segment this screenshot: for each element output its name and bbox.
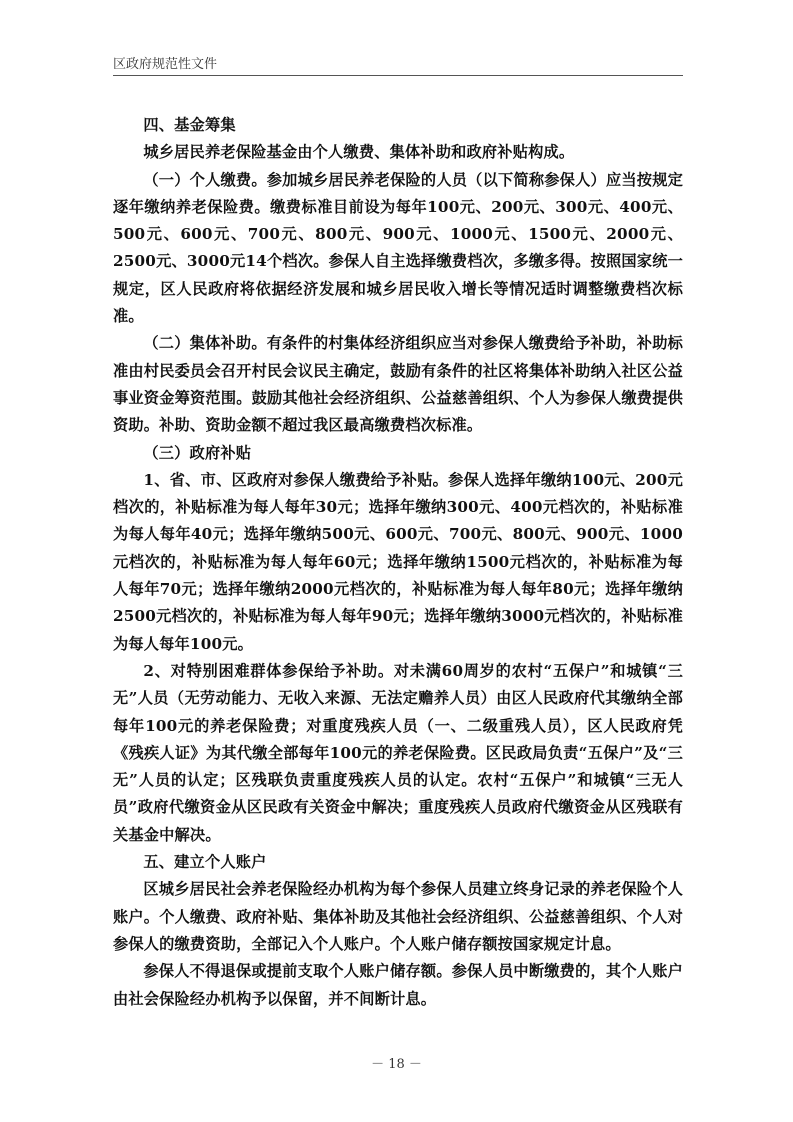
page-number: － 18 －	[371, 1057, 422, 1072]
paragraph: （一）个人缴费。参加城乡居民养老保险的人员（以下简称参保人）应当按规定逐年缴纳养老保险费。缴费标准目前设为每年100元、200元、300元、400元、500元、600元、700元、800元、900元、1000元、1500元、2000元、2500元、3000元14个档次。参保人自主选择缴费档次，多缴多得。按照国家统一规定，区人民政府将依据经济发展和城乡居民收入增长等情况适时调整缴费档次标准。	[113, 170, 683, 326]
paragraph: 城乡居民养老保险基金由个人缴费、集体补助和政府补贴构成。	[143, 143, 575, 162]
header-divider	[113, 75, 683, 76]
paragraph: （二）集体补助。有条件的村集体经济组织应当对参保人缴费给予补助，补助标准由村民委员会召开村民会议民主确定，鼓励有条件的社区将集体补助纳入社区公益事业资金筹资范围。鼓励其他社会经济组织、公益慈善组织、个人为参保人缴费提供资助。补助、资助金额不超过我区最高缴费档次标准。	[113, 334, 683, 435]
paragraph: （三）政府补贴	[143, 443, 252, 462]
paragraph: 参保人不得退保或提前支取个人账户储存额。参保人员中断缴费的，其个人账户由社会保险经办机构予以保留，并不间断计息。	[113, 962, 683, 1008]
paragraph: 区城乡居民社会养老保险经办机构为每个参保人员建立终身记录的养老保险个人账户。个人缴费、政府补贴、集体补助及其他社会经济组织、公益慈善组织、个人对参保人的缴费资助，全部记入个人账户。个人账户储存额按国家规定计息。	[113, 880, 683, 953]
document-header: 区政府规范性文件	[113, 57, 218, 72]
section-heading-fund-raising: 四、基金筹集	[143, 116, 236, 134]
paragraph: 2、对特别困难群体参保给予补助。对未满60周岁的农村“五保户”和城镇“三无”人员（无劳动能力、无收入来源、无法定赡养人员）由区人民政府代其缴纳全部每年100元的养老保险费；对重度残疾人员（一、二级重残人员），区人民政府凭《残疾人证》为其代缴全部每年100元的养老保险费。区民政局负责“五保户”及“三无”人员的认定；区残联负责重度残疾人员的认定。农村“五保户”和城镇“三无人员”政府代缴资金从区民政有关资金中解决；重度残疾人员政府代缴资金从区残联有关基金中解决。	[113, 661, 683, 844]
section-heading-personal-account: 五、建立个人账户	[143, 853, 267, 872]
document-body	[113, 112, 683, 1013]
paragraph: 1、省、市、区政府对参保人缴费给予补贴。参保人选择年缴纳100元、200元档次的，补贴标准为每人每年30元；选择年缴纳300元、400元档次的，补贴标准为每人每年40元；选择年缴纳500元、600元、700元、800元、900元、1000元档次的，补贴标准为每人每年60元；选择年缴纳1500元档次的，补贴标准为每人每年70元；选择年缴纳2000元档次的，补贴标准为每人每年80元；选择年缴纳2500元档次的，补贴标准为每人每年90元；选择年缴纳3000元档次的，补贴标准为每人每年100元。	[113, 470, 683, 653]
